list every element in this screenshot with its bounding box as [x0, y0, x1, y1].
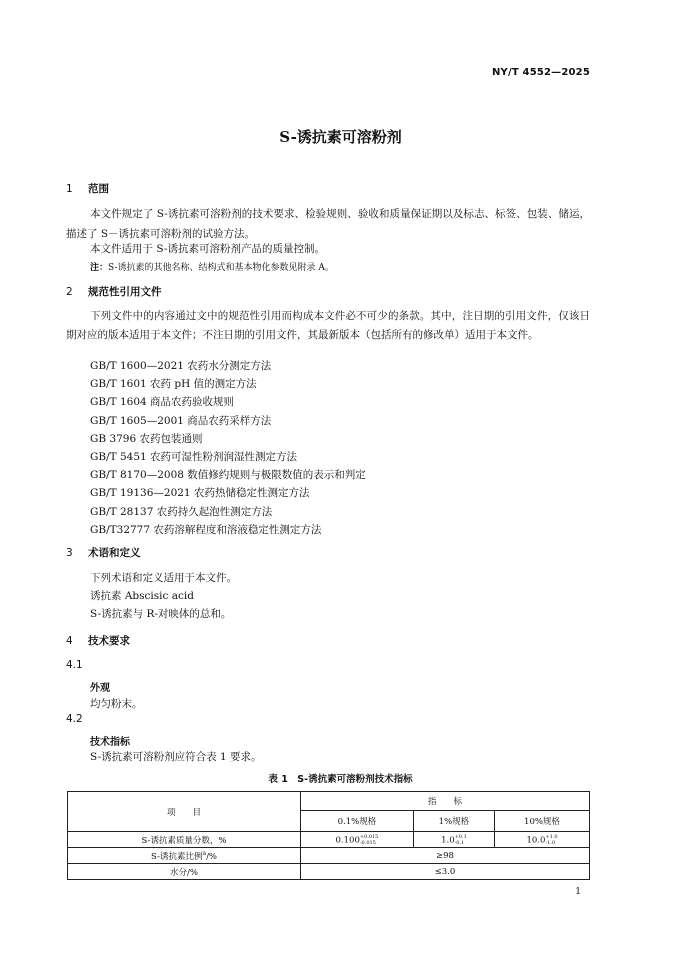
section-3-heading: [66, 545, 141, 560]
spec-column-header: 0.1%规格: [301, 811, 414, 832]
row-label: [68, 848, 301, 864]
section-title: 术语和定义: [88, 547, 141, 559]
row-label-text: S-诱抗素比例: [150, 851, 203, 862]
table-row: [68, 864, 590, 880]
table-cell: [413, 832, 494, 848]
row-label: 水分/%: [68, 864, 301, 880]
tolerance-upper: +0.1: [454, 833, 467, 840]
spec-column-header: 1%规格: [413, 811, 494, 832]
scope-note: [90, 260, 334, 276]
standard-number: NY/T 4552—2025: [491, 67, 590, 78]
tolerance-upper: +0.015: [359, 833, 379, 840]
section-number: 2: [66, 286, 73, 298]
row-label-unit: /%: [206, 851, 218, 862]
header-item: 项 目: [68, 792, 301, 832]
table-cell: [494, 832, 589, 848]
tolerance-lower: -1.0: [545, 839, 556, 846]
reference-item: GB/T 1601 农药 pH 值的测定方法: [90, 378, 257, 391]
subsection-4-2-title: 技术指标: [90, 737, 130, 748]
appearance-text: 均匀粉末。: [90, 698, 143, 710]
spec-column-header: 10%规格: [494, 811, 589, 832]
section-title: 技术要求: [88, 635, 130, 647]
reference-item: GB/T 1600—2021 农药水分测定方法: [90, 360, 272, 372]
section-4-heading: [66, 633, 130, 648]
row-label: S-诱抗素质量分数，%: [68, 832, 301, 848]
reference-item: GB/T 1605—2001 商品农药采样方法: [90, 414, 272, 427]
table-caption: 表 1 S-诱抗素可溶粉剂技术指标: [268, 774, 413, 785]
reference-item: GB/T 5451 农药可湿性粉剂润湿性测定方法: [90, 450, 298, 463]
scope-paragraph-1: 本文件规定了 S-诱抗素可溶粉剂的技术要求、检验规则、验收和质量保证期以及标志、标签、包装、储运，描述了 S－诱抗素可溶粉剂的试验方法。: [66, 208, 590, 240]
reference-item: GB 3796 农药包装通则: [90, 432, 203, 445]
tolerance-lower: -0.015: [359, 839, 376, 846]
footnote-mark: a: [202, 849, 207, 857]
section-number: 1: [66, 183, 73, 195]
subsection-4-1-number: 4.1: [66, 659, 83, 671]
table-cell: ≥98: [301, 848, 590, 864]
tech-index-text: S-诱抗素可溶粉剂应符合表 1 要求。: [90, 751, 262, 763]
table-cell: [301, 832, 414, 848]
scope-paragraph-2: 本文件适用于 S-诱抗素可溶粉剂产品的质量控制。: [90, 243, 325, 255]
page-number: 1: [575, 887, 581, 897]
section-number: 3: [66, 547, 73, 559]
section-number: 4: [66, 635, 73, 647]
reference-item: GB/T 8170—2008 数值修约规则与极限数值的表示和判定: [90, 469, 366, 482]
section-title: 规范性引用文件: [88, 286, 162, 298]
tolerance-lower: -0.1: [454, 839, 465, 846]
tech-index-table: [67, 791, 590, 880]
term-definition: S-诱抗素与 R-对映体的总和。: [90, 608, 232, 620]
tolerance: [545, 834, 557, 846]
term-entry: 诱抗素 Abscisic acid: [90, 590, 194, 602]
value: 10.0: [526, 835, 546, 845]
section-title: 范围: [88, 183, 109, 195]
table-header-row: [68, 792, 590, 811]
reference-item: GB/T 19136—2021 农药热储稳定性测定方法: [90, 487, 310, 500]
value: 1.0: [441, 835, 455, 845]
header-index: 指 标: [301, 792, 590, 811]
value: 0.100: [335, 835, 360, 845]
normative-reference-list: [90, 357, 366, 539]
section-1-heading: [66, 181, 109, 196]
terms-intro: 下列术语和定义适用于本文件。: [90, 572, 237, 584]
tolerance: [360, 834, 379, 846]
subsection-4-1-title: 外观: [90, 683, 110, 694]
tolerance: [455, 834, 467, 846]
subsection-4-2-number: 4.2: [66, 713, 83, 725]
normative-refs-intro: 下列文件中的内容通过文中的规范性引用而构成本文件必不可少的条款。其中，注日期的引用文件，仅该日期对应的版本适用于本文件；不注日期的引用文件，其最新版本（包括所有的修改单）适用于本文件。: [66, 310, 590, 341]
table-cell: ≤3.0: [301, 864, 590, 880]
table-row: [68, 848, 590, 864]
tolerance-upper: +1.0: [545, 833, 558, 840]
reference-item: GB/T 28137 农药持久起泡性测定方法: [90, 505, 273, 518]
note-text: S-诱抗素的其他名称、结构式和基本物化参数见附录 A。: [108, 263, 334, 273]
section-2-heading: [66, 284, 162, 299]
document-title: S-诱抗素可溶粉剂: [279, 128, 402, 146]
note-label: 注：: [90, 263, 109, 273]
reference-item: GB/T32777 农药溶解程度和溶液稳定性测定方法: [90, 523, 322, 536]
reference-item: GB/T 1604 商品农药验收规则: [90, 396, 235, 409]
table-row: [68, 832, 590, 848]
